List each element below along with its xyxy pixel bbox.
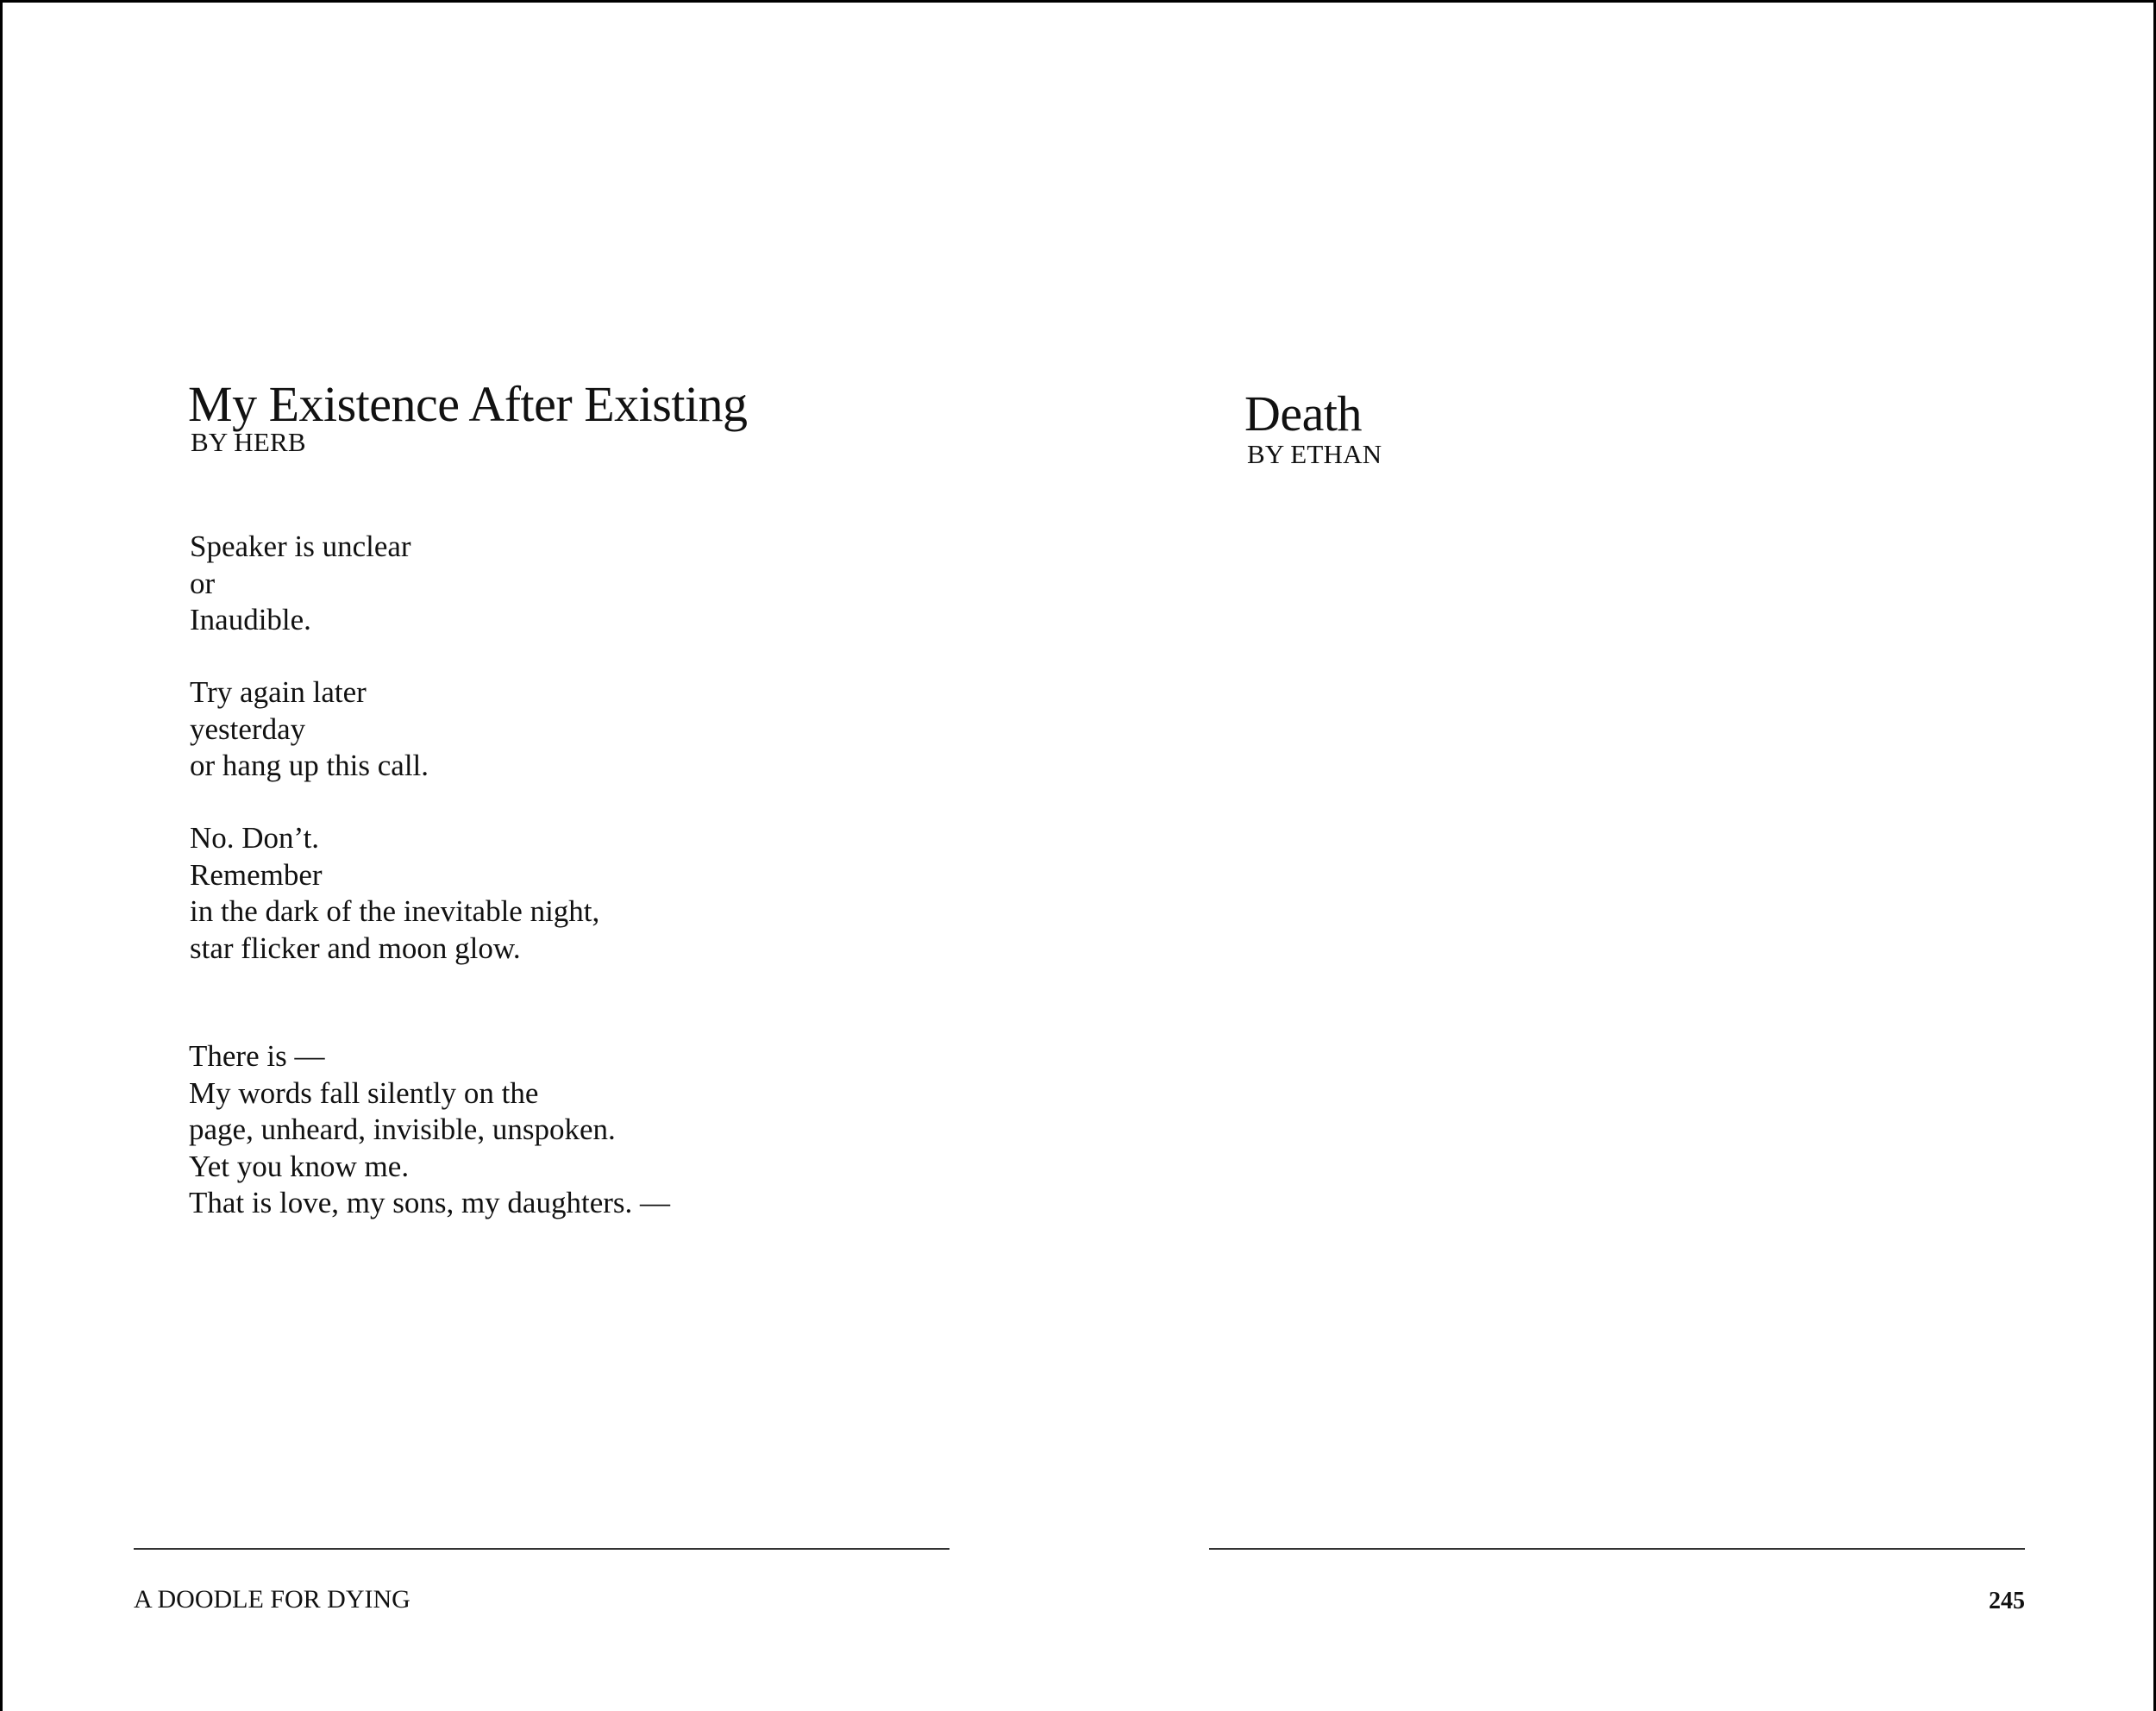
- poem-line: No. Don’t.: [190, 821, 320, 855]
- poem-line: Remember: [190, 857, 323, 892]
- stanza-1: [190, 529, 411, 639]
- poem-line: Inaudible.: [190, 603, 311, 636]
- poem-body: [190, 674, 429, 785]
- poem-line: or hang up this call.: [190, 749, 429, 782]
- poem-line: Try again later: [190, 675, 367, 709]
- running-footer-title: A DOODLE FOR DYING: [134, 1585, 411, 1614]
- poem-line: My words fall silently on the: [189, 1075, 539, 1110]
- poem-author-left: BY HERB: [191, 427, 306, 457]
- stanza-3: [190, 820, 599, 967]
- poem-line: There is —: [189, 1039, 325, 1073]
- poem-line: star flicker and moon glow.: [190, 931, 521, 965]
- page-number: 245: [1989, 1588, 2025, 1614]
- right-page: [1078, 0, 2156, 1711]
- poem-line: page, unheard, invisible, unspoken.: [189, 1112, 616, 1146]
- poem-title-right: Death: [1244, 385, 1362, 442]
- footer-rule-left: [134, 1548, 950, 1550]
- poem-line: That is love, my sons, my daughters. —: [189, 1186, 671, 1219]
- poem-body: [189, 1038, 670, 1222]
- poem-line: in the dark of the inevitable night,: [190, 894, 600, 928]
- poem-body: [190, 820, 599, 967]
- poem-line: Speaker is unclear: [190, 530, 411, 563]
- poem-body: [190, 529, 411, 639]
- poem-title-left: My Existence After Existing: [188, 376, 748, 432]
- stanza-2: [190, 674, 429, 785]
- poem-line: or: [190, 566, 216, 600]
- poem-line: yesterday: [190, 711, 306, 746]
- footer-rule-right: [1209, 1548, 2025, 1550]
- stanza-4: [189, 1038, 670, 1222]
- poem-line: Yet you know me.: [189, 1149, 410, 1183]
- poem-author-right: BY ETHAN: [1247, 439, 1382, 469]
